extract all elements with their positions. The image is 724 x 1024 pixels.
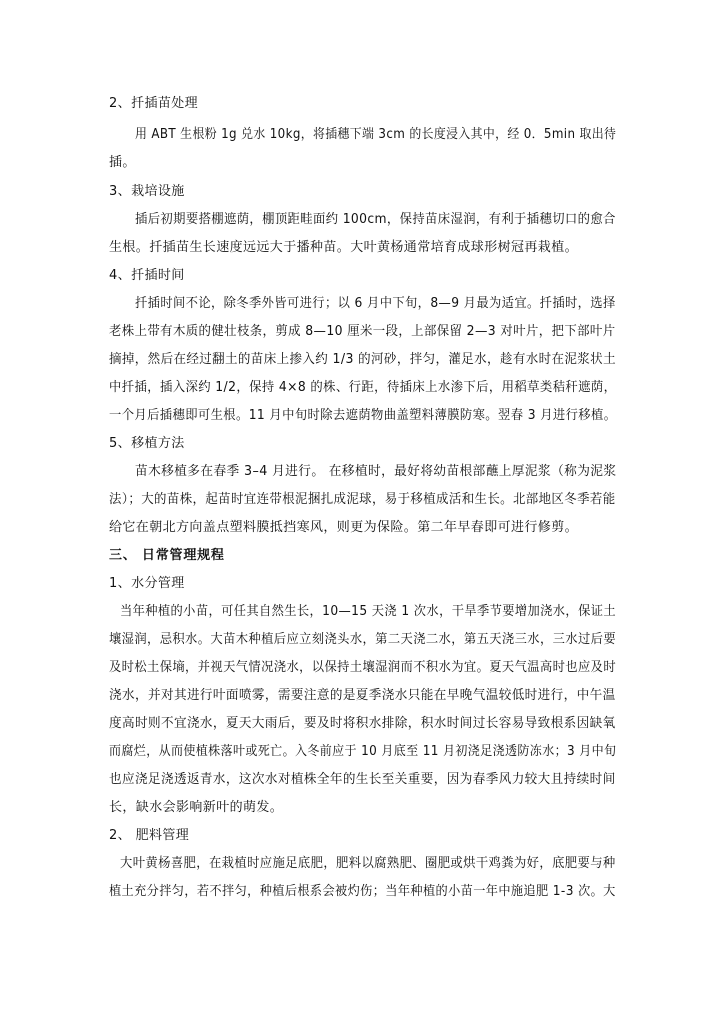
paragraph-line: 一个月后插穗即可生根。11 月中旬时除去遮荫物曲盖塑料薄膜防寒。翌春 3 月进行移植。 — [109, 408, 617, 423]
heading-cutting-treatment: 2、扦插苗处理 — [109, 96, 199, 111]
paragraph-line: 也应浇足浇透返青水，这次水对植株全年的生长至关重要，因为春季风力较大且持续时间 — [109, 772, 616, 787]
paragraph-line: 当年种植的小苗，可任其自然生长，10—15 天浇 1 次水，干旱季节要增加浇水，保证土 — [120, 604, 616, 619]
paragraph-line: 扦插时间不论，除冬季外皆可进行；以 6 月中下旬，8—9 月最为适宜。扦插时，选择 — [135, 296, 616, 311]
heading-water-management: 1、水分管理 — [109, 576, 185, 591]
paragraph-line: 生根。扦插苗生长速度远远大于播种苗。大叶黄杨通常培育成球形树冠再栽植。 — [109, 240, 579, 255]
paragraph-line: 长，缺水会影响新叶的萌发。 — [109, 800, 284, 815]
heading-transplant-method: 5、移植方法 — [109, 436, 185, 451]
heading-cultivation-facilities: 3、栽培设施 — [109, 184, 185, 199]
paragraph-line: 及时松土保墒，并视天气情况浇水，以保持土壤湿润而不积水为宜。夏天气温高时也应及时 — [109, 660, 617, 675]
paragraph-line: 浇水，并对其进行叶面喷雾，需要注意的是夏季浇水只能在早晚气温较低时进行，中午温 — [109, 688, 616, 703]
paragraph-line: 植土充分拌匀，若不拌匀，种植后根系会被灼伤；当年种植的小苗一年中施追肥 1-3 次。大 — [109, 884, 616, 899]
section-title-daily-management: 三、 日常管理规程 — [109, 548, 225, 563]
paragraph-line: 大叶黄杨喜肥，在栽植时应施足底肥，肥料以腐熟肥、圈肥或烘干鸡粪为好，底肥要与种 — [120, 856, 616, 871]
paragraph-line: 壤湿润，忌积水。大苗木种植后应立刻浇头水，第二天浇二水，第五天浇三水，三水过后要 — [109, 632, 617, 647]
paragraph-line: 而腐烂，从而使植株落叶或死亡。入冬前应于 10 月底至 11 月初浇足浇透防冻水；3 月中旬 — [109, 744, 617, 759]
paragraph-line: 老株上带有木质的健壮枝条，剪成 8—10 厘米一段，上部保留 2—3 对叶片，把下部叶片 — [109, 324, 616, 339]
paragraph-line: 插。 — [109, 155, 136, 170]
paragraph-line: 中扦插，插入深约 1/2，保持 4×8 的株、行距，待插床上水渗下后，用稻草类秸秆遮荫， — [109, 380, 617, 395]
paragraph-line: 度高时则不宜浇水，夏天大雨后，要及时将积水排除，积水时间过长容易导致根系因缺氧 — [109, 716, 616, 731]
paragraph-line: 给它在朝北方向盖点塑料膜抵挡寒风，则更为保险。第二年早春即可进行修剪。 — [109, 520, 579, 535]
heading-fertilizer-management: 2、 肥料管理 — [109, 828, 190, 843]
paragraph-line: 摘掉，然后在经过翻土的苗床上掺入约 1/3 的河砂，拌匀，灌足水，趁有水时在泥浆状土 — [109, 352, 616, 367]
paragraph-line: 用 ABT 生根粉 1g 兑水 10kg，将插穗下端 3cm 的长度浸入其中，经 0．5min 取出待 — [135, 127, 617, 142]
heading-cutting-time: 4、扦插时间 — [109, 268, 185, 283]
paragraph-line: 苗木移植多在春季 3–4 月进行。 在移植时，最好将幼苗根部蘸上厚泥浆（称为泥浆 — [135, 464, 617, 479]
paragraph-line: 法）；大的苗株，起苗时宜连带根泥捆扎成泥球，易于移植成活和生长。北部地区冬季若能 — [109, 492, 616, 507]
paragraph-line: 插后初期要搭棚遮荫，棚顶距畦面约 100cm，保持苗床湿润，有利于插穗切口的愈合 — [135, 212, 616, 227]
